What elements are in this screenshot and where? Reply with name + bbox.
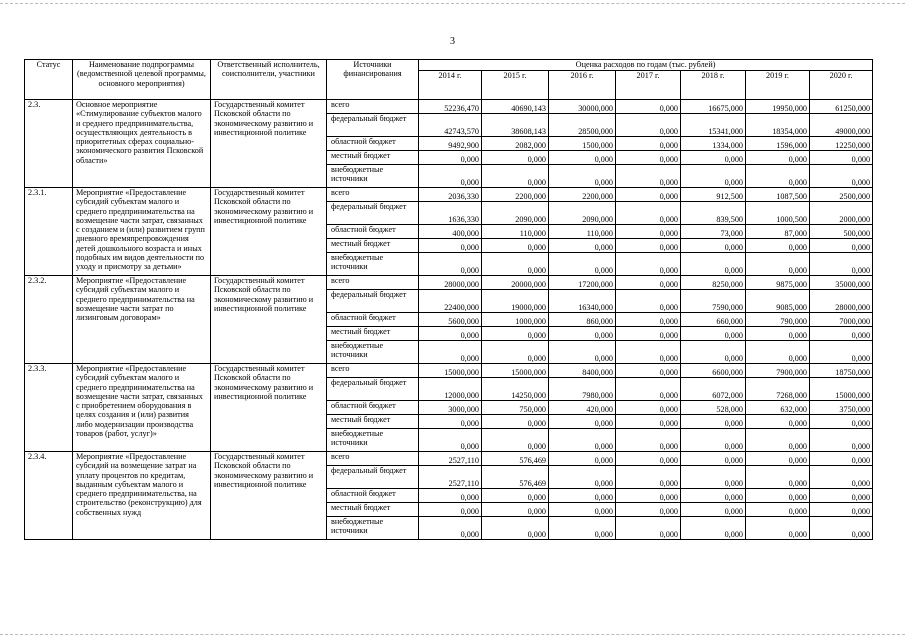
value-cell: 6600,000	[681, 364, 746, 378]
header-year: 2016 г.	[549, 71, 616, 100]
value-cell: 860,000	[549, 313, 616, 327]
scan-edge-bottom	[0, 634, 905, 635]
value-cell: 0,000	[482, 489, 549, 503]
header-year: 2017 г.	[616, 71, 681, 100]
value-cell: 0,000	[482, 341, 549, 364]
source-cell: федеральный бюджет	[327, 202, 419, 225]
value-cell: 0,000	[482, 327, 549, 341]
value-cell: 0,000	[616, 401, 681, 415]
measure-name-cell: Мероприятие «Предоставление субсидий субъектам малого и среднего предпринимательства на возмещение части затрат по лизинговым договорам»	[73, 276, 211, 364]
value-cell: 0,000	[746, 165, 810, 188]
expenditure-table	[24, 59, 873, 540]
value-cell: 0,000	[810, 341, 873, 364]
value-cell: 0,000	[616, 225, 681, 239]
value-cell: 110,000	[482, 225, 549, 239]
value-cell: 0,000	[746, 415, 810, 429]
value-cell: 0,000	[616, 165, 681, 188]
value-cell: 16675,000	[681, 100, 746, 114]
value-cell: 790,000	[746, 313, 810, 327]
table-row	[25, 364, 873, 378]
value-cell: 22400,000	[419, 290, 482, 313]
value-cell: 17200,000	[549, 276, 616, 290]
value-cell: 0,000	[549, 239, 616, 253]
value-cell: 0,000	[746, 341, 810, 364]
value-cell: 0,000	[616, 378, 681, 401]
value-cell: 0,000	[419, 489, 482, 503]
value-cell: 0,000	[746, 327, 810, 341]
value-cell: 0,000	[616, 341, 681, 364]
value-cell: 8400,000	[549, 364, 616, 378]
value-cell: 632,000	[746, 401, 810, 415]
value-cell: 28000,000	[810, 290, 873, 313]
header-row	[25, 60, 873, 71]
value-cell: 0,000	[549, 466, 616, 489]
value-cell: 0,000	[616, 290, 681, 313]
value-cell: 0,000	[810, 253, 873, 276]
value-cell: 0,000	[616, 313, 681, 327]
value-cell: 0,000	[419, 327, 482, 341]
value-cell: 15000,000	[482, 364, 549, 378]
value-cell: 2200,000	[549, 188, 616, 202]
source-cell: внебюджетные источники	[327, 253, 419, 276]
value-cell: 0,000	[681, 452, 746, 466]
value-cell: 0,000	[549, 165, 616, 188]
source-cell: федеральный бюджет	[327, 378, 419, 401]
measure-name-cell: Мероприятие «Предоставление субсидий субъектам малого и среднего предпринимательства на возмещение части затрат, связанных с приобретением оборудования в целях создания и (или) развития либо модернизации производства товаров (работ, услуг)»	[73, 364, 211, 452]
source-cell: федеральный бюджет	[327, 466, 419, 489]
value-cell: 0,000	[681, 466, 746, 489]
value-cell: 0,000	[746, 452, 810, 466]
executor-cell: Государственный комитет Псковской области по экономическому развитию и инвестиционной политике	[211, 364, 327, 452]
value-cell: 1000,000	[482, 313, 549, 327]
value-cell: 1000,500	[746, 202, 810, 225]
value-cell: 16340,000	[549, 290, 616, 313]
value-cell: 0,000	[681, 517, 746, 540]
value-cell: 0,000	[419, 503, 482, 517]
value-cell: 9875,000	[746, 276, 810, 290]
value-cell: 15000,000	[810, 378, 873, 401]
value-cell: 839,500	[681, 202, 746, 225]
table-row	[25, 188, 873, 202]
header-year: 2018 г.	[681, 71, 746, 100]
value-cell: 0,000	[549, 151, 616, 165]
value-cell: 0,000	[746, 429, 810, 452]
value-cell: 14250,000	[482, 378, 549, 401]
value-cell: 19000,000	[482, 290, 549, 313]
source-cell: областной бюджет	[327, 137, 419, 151]
value-cell: 1636,330	[419, 202, 482, 225]
value-cell: 0,000	[681, 239, 746, 253]
value-cell: 0,000	[616, 503, 681, 517]
value-cell: 0,000	[681, 151, 746, 165]
value-cell: 0,000	[616, 415, 681, 429]
value-cell: 0,000	[419, 165, 482, 188]
value-cell: 7000,000	[810, 313, 873, 327]
value-cell: 1500,000	[549, 137, 616, 151]
status-cell: 2.3.	[25, 100, 73, 188]
status-cell: 2.3.3.	[25, 364, 73, 452]
value-cell: 8250,000	[681, 276, 746, 290]
value-cell: 0,000	[549, 415, 616, 429]
value-cell: 0,000	[681, 341, 746, 364]
value-cell: 0,000	[616, 452, 681, 466]
value-cell: 0,000	[616, 100, 681, 114]
value-cell: 0,000	[681, 503, 746, 517]
value-cell: 0,000	[419, 253, 482, 276]
source-cell: местный бюджет	[327, 503, 419, 517]
source-cell: внебюджетные источники	[327, 517, 419, 540]
value-cell: 1087,500	[746, 188, 810, 202]
value-cell: 0,000	[616, 253, 681, 276]
header-year: 2015 г.	[482, 71, 549, 100]
value-cell: 35000,000	[810, 276, 873, 290]
value-cell: 0,000	[746, 151, 810, 165]
status-cell: 2.3.1.	[25, 188, 73, 276]
value-cell: 0,000	[681, 489, 746, 503]
value-cell: 0,000	[616, 517, 681, 540]
value-cell: 0,000	[746, 239, 810, 253]
executor-cell: Государственный комитет Псковской области по экономическому развитию и инвестиционной политике	[211, 100, 327, 188]
value-cell: 9492,900	[419, 137, 482, 151]
status-cell: 2.3.2.	[25, 276, 73, 364]
measure-name-cell: Мероприятие «Предоставление субсидий на возмещение затрат на уплату процентов по кредитам, выданным субъектам малого и среднего предпринимательства, на строительство (реконструкцию) для собственных нужд	[73, 452, 211, 540]
value-cell: 528,000	[681, 401, 746, 415]
value-cell: 5600,000	[419, 313, 482, 327]
value-cell: 912,500	[681, 188, 746, 202]
value-cell: 0,000	[419, 239, 482, 253]
value-cell: 0,000	[681, 429, 746, 452]
value-cell: 0,000	[616, 364, 681, 378]
table-row	[25, 452, 873, 466]
value-cell: 0,000	[810, 415, 873, 429]
value-cell: 0,000	[549, 503, 616, 517]
value-cell: 7980,000	[549, 378, 616, 401]
value-cell: 52236,470	[419, 100, 482, 114]
source-cell: местный бюджет	[327, 415, 419, 429]
source-cell: областной бюджет	[327, 489, 419, 503]
value-cell: 0,000	[616, 429, 681, 452]
value-cell: 0,000	[810, 503, 873, 517]
value-cell: 0,000	[746, 466, 810, 489]
value-cell: 49000,000	[810, 114, 873, 137]
value-cell: 15341,000	[681, 114, 746, 137]
value-cell: 0,000	[681, 253, 746, 276]
value-cell: 2527,110	[419, 466, 482, 489]
value-cell: 420,000	[549, 401, 616, 415]
source-cell: федеральный бюджет	[327, 114, 419, 137]
measure-name-cell: Мероприятие «Предоставление субсидий субъектам малого и среднего предпринимательства на возмещение части затрат, связанных с созданием и (или) развитием групп дневного времяпрепровождения детей дошкольного возраста и иных подобных им видов деятельности по уходу и присмотру за детьми»	[73, 188, 211, 276]
value-cell: 42743,570	[419, 114, 482, 137]
source-cell: всего	[327, 100, 419, 114]
value-cell: 0,000	[810, 452, 873, 466]
value-cell: 9085,000	[746, 290, 810, 313]
value-cell: 0,000	[810, 239, 873, 253]
value-cell: 38608,143	[482, 114, 549, 137]
value-cell: 3750,000	[810, 401, 873, 415]
value-cell: 400,000	[419, 225, 482, 239]
value-cell: 12250,000	[810, 137, 873, 151]
value-cell: 0,000	[549, 341, 616, 364]
value-cell: 0,000	[482, 239, 549, 253]
value-cell: 2090,000	[549, 202, 616, 225]
value-cell: 15000,000	[419, 364, 482, 378]
value-cell: 7268,000	[746, 378, 810, 401]
source-cell: местный бюджет	[327, 239, 419, 253]
value-cell: 2036,330	[419, 188, 482, 202]
page-number: 3	[450, 36, 455, 47]
value-cell: 0,000	[681, 415, 746, 429]
value-cell: 2200,000	[482, 188, 549, 202]
value-cell: 20000,000	[482, 276, 549, 290]
value-cell: 2500,000	[810, 188, 873, 202]
source-cell: федеральный бюджет	[327, 290, 419, 313]
header-year: 2019 г.	[746, 71, 810, 100]
value-cell: 2082,000	[482, 137, 549, 151]
value-cell: 660,000	[681, 313, 746, 327]
measure-name-cell: Основное мероприятие «Стимулирование субъектов малого и среднего предпринимательства, осуществляющих деятельность в приоритетных сферах социально-экономического развития Псковской области»	[73, 100, 211, 188]
executor-cell: Государственный комитет Псковской области по экономическому развитию и инвестиционной политике	[211, 452, 327, 540]
value-cell: 2090,000	[482, 202, 549, 225]
value-cell: 0,000	[616, 327, 681, 341]
value-cell: 18354,000	[746, 114, 810, 137]
header-name: Наименование подпрограммы (ведомственной целевой программы, основного мероприятия)	[73, 60, 211, 100]
value-cell: 0,000	[616, 151, 681, 165]
value-cell: 7900,000	[746, 364, 810, 378]
header-year: 2014 г.	[419, 71, 482, 100]
value-cell: 0,000	[746, 503, 810, 517]
value-cell: 73,000	[681, 225, 746, 239]
executor-cell: Государственный комитет Псковской области по экономическому развитию и инвестиционной политике	[211, 188, 327, 276]
source-cell: внебюджетные источники	[327, 429, 419, 452]
source-cell: внебюджетные источники	[327, 341, 419, 364]
value-cell: 3000,000	[419, 401, 482, 415]
value-cell: 87,000	[746, 225, 810, 239]
value-cell: 0,000	[681, 165, 746, 188]
value-cell: 0,000	[549, 517, 616, 540]
value-cell: 2000,000	[810, 202, 873, 225]
source-cell: внебюджетные источники	[327, 165, 419, 188]
value-cell: 30000,000	[549, 100, 616, 114]
scan-edge-top	[0, 3, 905, 4]
value-cell: 0,000	[810, 151, 873, 165]
value-cell: 0,000	[810, 429, 873, 452]
value-cell: 0,000	[746, 517, 810, 540]
table-row	[25, 276, 873, 290]
value-cell: 0,000	[482, 429, 549, 452]
value-cell: 0,000	[681, 327, 746, 341]
value-cell: 0,000	[810, 327, 873, 341]
value-cell: 500,000	[810, 225, 873, 239]
value-cell: 0,000	[482, 503, 549, 517]
value-cell: 0,000	[616, 276, 681, 290]
value-cell: 18750,000	[810, 364, 873, 378]
value-cell: 0,000	[616, 202, 681, 225]
header-executor: Ответственный исполнитель, соисполнители, участники	[211, 60, 327, 100]
value-cell: 40690,143	[482, 100, 549, 114]
header-estimate: Оценка расходов по годам (тыс. рублей)	[419, 60, 873, 71]
value-cell: 0,000	[549, 429, 616, 452]
value-cell: 0,000	[549, 253, 616, 276]
value-cell: 0,000	[616, 466, 681, 489]
value-cell: 1334,000	[681, 137, 746, 151]
value-cell: 6072,000	[681, 378, 746, 401]
header-year: 2020 г.	[810, 71, 873, 100]
source-cell: местный бюджет	[327, 327, 419, 341]
value-cell: 28000,000	[419, 276, 482, 290]
source-cell: всего	[327, 364, 419, 378]
value-cell: 0,000	[616, 137, 681, 151]
executor-cell: Государственный комитет Псковской области по экономическому развитию и инвестиционной политике	[211, 276, 327, 364]
value-cell: 0,000	[810, 489, 873, 503]
source-cell: областной бюджет	[327, 313, 419, 327]
value-cell: 0,000	[419, 415, 482, 429]
value-cell: 0,000	[616, 114, 681, 137]
value-cell: 0,000	[549, 327, 616, 341]
value-cell: 0,000	[810, 466, 873, 489]
value-cell: 0,000	[810, 517, 873, 540]
value-cell: 28500,000	[549, 114, 616, 137]
value-cell: 0,000	[810, 165, 873, 188]
status-cell: 2.3.4.	[25, 452, 73, 540]
value-cell: 0,000	[746, 253, 810, 276]
value-cell: 19950,000	[746, 100, 810, 114]
value-cell: 576,469	[482, 466, 549, 489]
value-cell: 0,000	[549, 489, 616, 503]
value-cell: 750,000	[482, 401, 549, 415]
value-cell: 7590,000	[681, 290, 746, 313]
value-cell: 61250,000	[810, 100, 873, 114]
value-cell: 110,000	[549, 225, 616, 239]
value-cell: 0,000	[419, 517, 482, 540]
table-row	[25, 100, 873, 114]
source-cell: всего	[327, 452, 419, 466]
value-cell: 0,000	[482, 253, 549, 276]
value-cell: 0,000	[419, 151, 482, 165]
value-cell: 0,000	[419, 341, 482, 364]
value-cell: 0,000	[616, 239, 681, 253]
source-cell: всего	[327, 276, 419, 290]
header-source: Источники финансирования	[327, 60, 419, 100]
value-cell: 0,000	[616, 188, 681, 202]
value-cell: 12000,000	[419, 378, 482, 401]
source-cell: областной бюджет	[327, 225, 419, 239]
value-cell: 0,000	[482, 151, 549, 165]
value-cell: 0,000	[616, 489, 681, 503]
value-cell: 2527,110	[419, 452, 482, 466]
value-cell: 0,000	[482, 415, 549, 429]
source-cell: всего	[327, 188, 419, 202]
table-body	[25, 100, 873, 540]
value-cell: 0,000	[419, 429, 482, 452]
value-cell: 0,000	[549, 452, 616, 466]
source-cell: областной бюджет	[327, 401, 419, 415]
value-cell: 0,000	[482, 165, 549, 188]
value-cell: 0,000	[482, 517, 549, 540]
value-cell: 1596,000	[746, 137, 810, 151]
value-cell: 576,469	[482, 452, 549, 466]
source-cell: местный бюджет	[327, 151, 419, 165]
value-cell: 0,000	[746, 489, 810, 503]
header-status: Статус	[25, 60, 73, 100]
